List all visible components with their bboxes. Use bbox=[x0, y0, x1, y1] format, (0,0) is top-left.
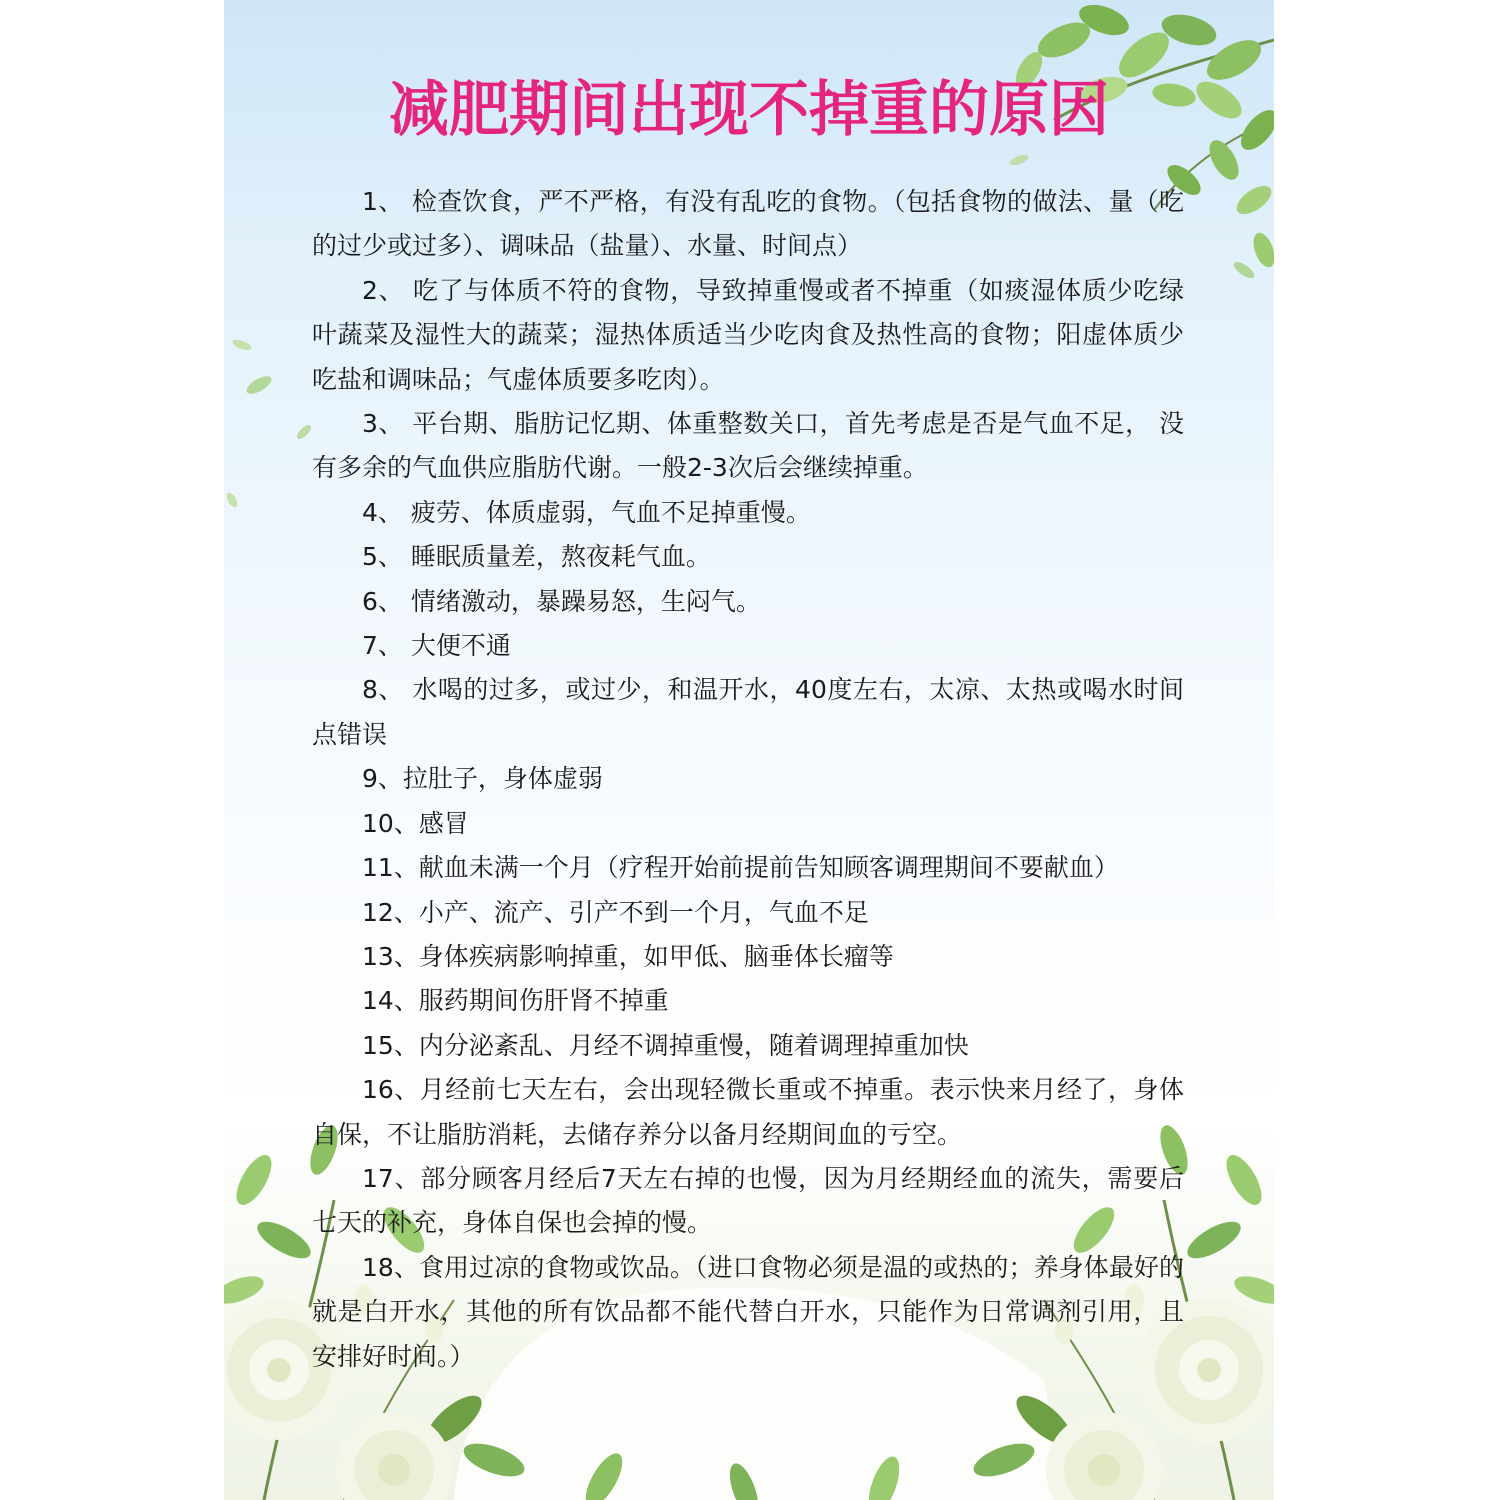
list-item: 18、食用过凉的食物或饮品。（进口食物必须是温的或热的；养身体最好的就是白开水，其他的所有饮品都不能代替白开水，只能作为日常调剂引用，且安排好时间。） bbox=[312, 1252, 1184, 1371]
list-item: 5、 睡眠质量差，熬夜耗气血。 bbox=[362, 542, 711, 572]
reasons-list bbox=[312, 180, 1184, 1379]
list-item: 3、 平台期、脂肪记忆期、体重整数关口，首先考虑是否是气血不足， 没有多余的气血供应脂肪代谢。一般2-3次后会继续掉重。 bbox=[312, 409, 1184, 483]
list-item: 9、拉肚子，身体虚弱 bbox=[362, 764, 603, 794]
list-item: 4、 疲劳、体质虚弱，气血不足掉重慢。 bbox=[362, 497, 811, 527]
page-title: 减肥期间出现不掉重的原因 bbox=[389, 75, 1109, 145]
list-item: 16、月经前七天左右，会出现轻微长重或不掉重。表示快来月经了，身体自保，不让脂肪消耗，去储存养分以备月经期间血的亏空。 bbox=[312, 1075, 1184, 1149]
list-item: 15、内分泌紊乱、月经不调掉重慢，随着调理掉重加快 bbox=[362, 1030, 969, 1060]
poster bbox=[224, 0, 1274, 1500]
list-item: 13、身体疾病影响掉重，如甲低、脑垂体长瘤等 bbox=[362, 941, 894, 971]
list-item: 7、 大便不通 bbox=[362, 631, 511, 661]
list-item: 12、小产、流产、引产不到一个月，气血不足 bbox=[362, 897, 869, 927]
list-item: 8、 水喝的过多，或过少，和温开水，40度左右，太凉、太热或喝水时间点错误 bbox=[312, 675, 1184, 749]
list-item: 2、 吃了与体质不符的食物，导致掉重慢或者不掉重（如痰湿体质少吃绿叶蔬菜及湿性大的蔬菜；湿热体质适当少吃肉食及热性高的食物；阳虚体质少吃盐和调味品；气虚体质要多吃肉）。 bbox=[312, 275, 1184, 394]
list-item: 11、献血未满一个月（疗程开始前提前告知顾客调理期间不要献血） bbox=[362, 853, 1119, 883]
list-item: 17、部分顾客月经后7天左右掉的也慢，因为月经期经血的流失，需要后七天的补充，身体自保也会掉的慢。 bbox=[312, 1163, 1184, 1238]
list-item: 14、服药期间伤肝肾不掉重 bbox=[362, 986, 669, 1016]
list-item: 6、 情绪激动，暴躁易怒，生闷气。 bbox=[362, 586, 761, 616]
list-item: 1、 检查饮食，严不严格，有没有乱吃的食物。（包括食物的做法、量（吃的过少或过多）、调味品（盐量）、水量、时间点） bbox=[312, 187, 1184, 261]
list-item: 10、感冒 bbox=[362, 808, 469, 838]
